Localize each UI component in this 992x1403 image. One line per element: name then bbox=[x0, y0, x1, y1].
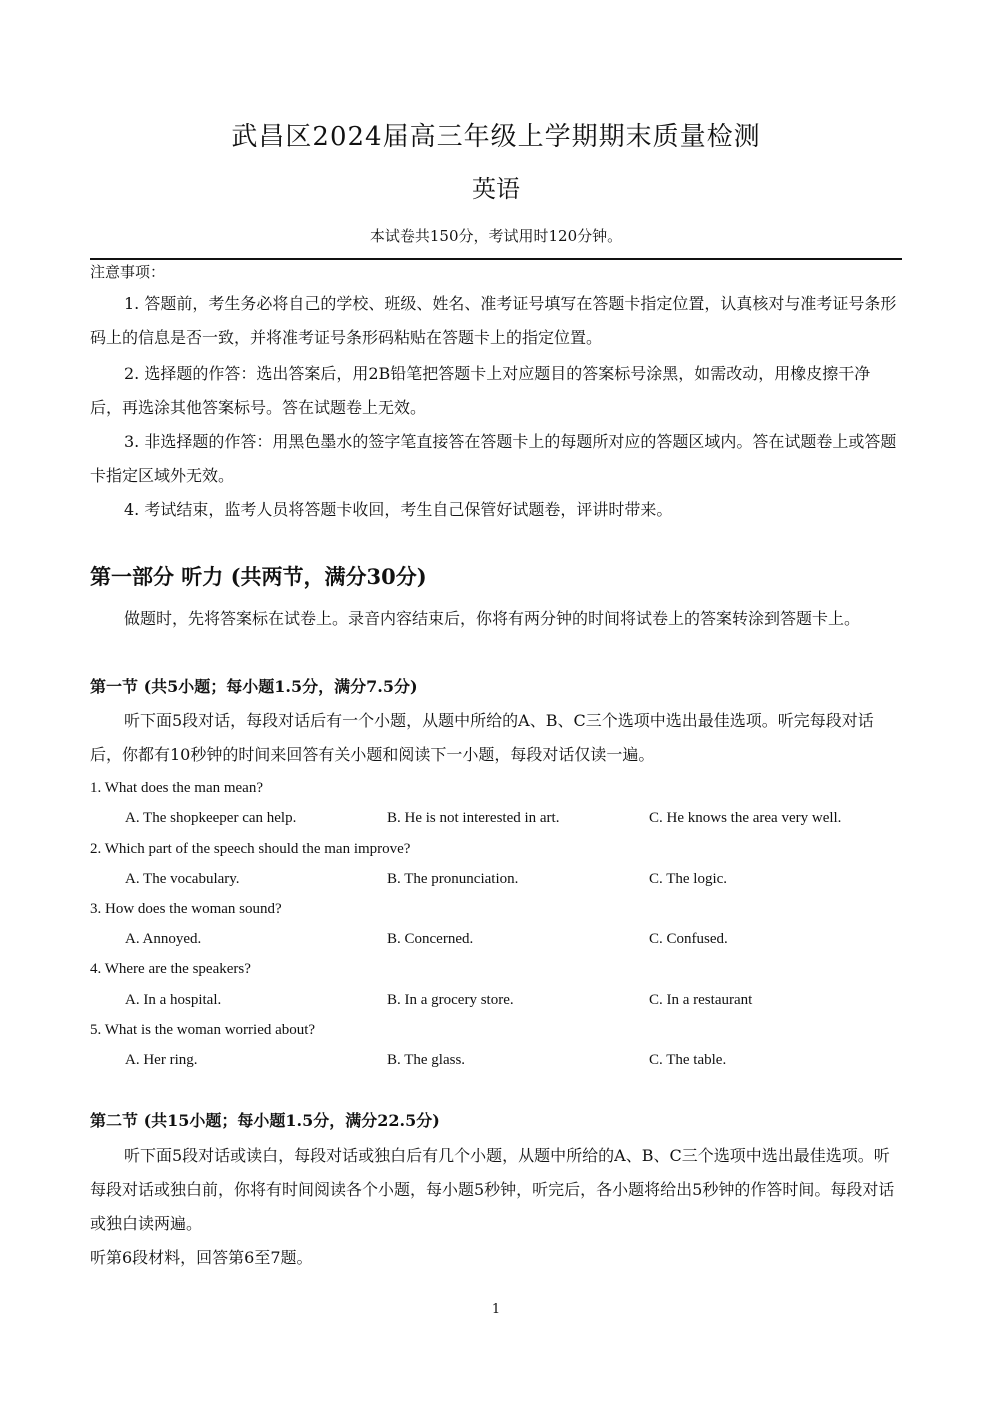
q5-option-a: A. Her ring. bbox=[125, 1052, 198, 1068]
part1-heading: 第一部分 听力 (共两节，满分30分) bbox=[90, 564, 427, 589]
question-5: 5. What is the woman worried about? bbox=[90, 1022, 316, 1038]
notice-item-3: 3. 非选择题的作答：用黑色墨水的签字笔直接答在答题卡上的每题所对应的答题区域内。答在试题卷上或答题卡指定区域外无效。 bbox=[90, 432, 897, 485]
question-2: 2. Which part of the speech should the man improve? bbox=[90, 841, 411, 857]
exam-meta: 本试卷共150分，考试用时120分钟。 bbox=[369, 227, 623, 245]
notice-item-2: 2. 选择题的作答：选出答案后，用2B铅笔把答题卡上对应题目的答案标号涂黑，如需改动，用橡皮擦干净后，再选涂其他答案标号。答在试题卷上无效。 bbox=[90, 364, 871, 417]
q1-option-c: C. He knows the area very well. bbox=[649, 810, 842, 826]
q2-option-c: C. The logic. bbox=[649, 871, 728, 887]
q3-option-c: C. Confused. bbox=[649, 931, 728, 947]
section2-instructions: 听下面5段对话或读白，每段对话或独白后有几个小题，从题中所给的A、B、C三个选项中选出最佳选项。听每段对话或独白前，你将有时间阅读各个小题，每小题5秒钟，听完后，各小题将给出5秒钟的作答时间。每段对话或独白读两遍。 bbox=[90, 1146, 895, 1233]
q1-option-a: A. The shopkeeper can help. bbox=[125, 810, 297, 826]
section2-material-note: 听第6段材料，回答第6至7题。 bbox=[90, 1248, 313, 1267]
q5-option-b: B. The glass. bbox=[387, 1052, 466, 1068]
q3-option-a: A. Annoyed. bbox=[125, 931, 202, 947]
q3-option-b: B. Concerned. bbox=[387, 931, 474, 947]
question-3: 3. How does the woman sound? bbox=[90, 901, 282, 917]
notice-item-4: 4. 考试结束，监考人员将答题卡收回，考生自己保管好试题卷，评讲时带来。 bbox=[124, 500, 673, 519]
q1-option-b: B. He is not interested in art. bbox=[387, 810, 560, 826]
q4-option-a: A. In a hospital. bbox=[125, 992, 222, 1008]
header-divider bbox=[90, 258, 902, 260]
section2-heading: 第二节 (共15小题；每小题1.5分，满分22.5分) bbox=[90, 1111, 440, 1130]
section1-heading: 第一节 (共5小题；每小题1.5分，满分7.5分) bbox=[90, 677, 418, 696]
q2-option-b: B. The pronunciation. bbox=[387, 871, 519, 887]
q4-option-b: B. In a grocery store. bbox=[387, 992, 514, 1008]
question-4: 4. Where are the speakers? bbox=[90, 961, 251, 977]
exam-title: 武昌区2024届高三年级上学期期末质量检测 bbox=[231, 122, 761, 152]
notice-heading: 注意事项： bbox=[90, 263, 166, 281]
notice-item-1: 1. 答题前，考生务必将自己的学校、班级、姓名、准考证号填写在答题卡指定位置，认真核对与准考证号条形码上的信息是否一致，并将准考证号条形码粘贴在答题卡上的指定位置。 bbox=[90, 294, 897, 347]
q5-option-c: C. The table. bbox=[649, 1052, 727, 1068]
page-number: 1 bbox=[491, 1302, 501, 1317]
q2-option-a: A. The vocabulary. bbox=[125, 871, 240, 887]
exam-subject: 英语 bbox=[472, 175, 520, 203]
question-1: 1. What does the man mean? bbox=[90, 780, 263, 796]
section1-instructions: 听下面5段对话，每段对话后有一个小题，从题中所给的A、B、C三个选项中选出最佳选项。听完每段对话后，你都有10秒钟的时间来回答有关小题和阅读下一小题，每段对话仅读一遍。 bbox=[90, 711, 874, 764]
part1-intro: 做题时，先将答案标在试卷上。录音内容结束后，你将有两分钟的时间将试卷上的答案转涂到答题卡上。 bbox=[124, 609, 861, 628]
q4-option-c: C. In a restaurant bbox=[649, 992, 753, 1008]
